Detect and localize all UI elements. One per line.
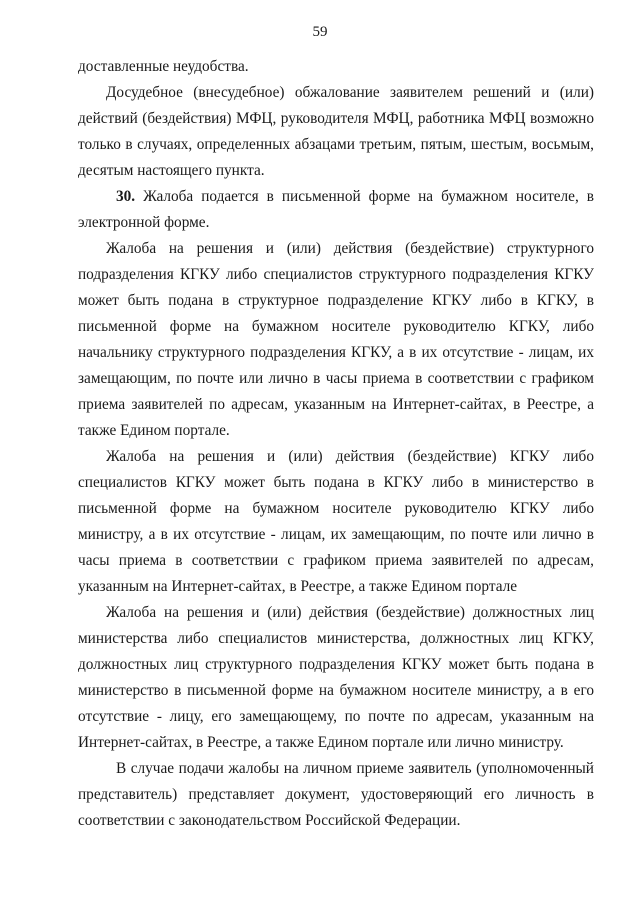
paragraph-5: Жалоба на решения и (или) действия (бездействие) КГКУ либо специалистов КГКУ может быть подана в КГКУ либо в министерство в письменной форме на бумажном носителе руководителю КГКУ либо министру, а в их отсутствие - лицам, их замещающим, по почте или лично в часы приема в соответствии с графиком приема заявителей по адресам, указанным на Интернет-сайтах, в Реестре, а также Едином портале [78,448,594,595]
paragraph-7: В случае подачи жалобы на личном приеме заявитель (уполномоченный представитель) представляет документ, удостоверяющий его личность в соответствии с законодательством Российской Федерации. [78,760,594,829]
page-number: 59 [312,24,328,40]
paragraph-3-text: Жалоба подается в письменной форме на бумажном носителе, в электронной форме. [78,188,594,231]
item-number: 30. [116,188,136,205]
paragraph-3 [78,184,594,236]
paragraph-6: Жалоба на решения и (или) действия (бездействие) должностных лиц министерства либо специалистов министерства, должностных лиц КГКУ, должностных лиц структурного подразделения КГКУ может быть подана в министерство в письменной форме на бумажном носителе министру, а в его отсутствие - лицу, его замещающему, по почте по адресам, указанным на Интернет-сайтах, в Реестре, а также Едином портале или лично министру. [78,604,594,751]
paragraph-1: доставленные неудобства. [78,58,249,75]
document-body [78,54,594,834]
paragraph-2: Досудебное (внесудебное) обжалование заявителем решений и (или) действий (бездействия) МФЦ, руководителя МФЦ, работника МФЦ возможно только в случаях, определенных абзацами третьим, пятым, шестым, восьмым, десятым настоящего пункта. [78,84,594,179]
paragraph-4: Жалоба на решения и (или) действия (бездействие) структурного подразделения КГКУ либо специалистов структурного подразделения КГКУ может быть подана в структурное подразделение КГКУ либо в КГКУ, в письменной форме на бумажном носителе руководителю КГКУ, либо начальнику структурного подразделения КГКУ, а в их отсутствие - лицам, их замещающим, по почте или лично в часы приема в соответствии с графиком приема заявителей по адресам, указанным на Интернет-сайтах, в Реестре, а также Едином портале. [78,240,594,439]
